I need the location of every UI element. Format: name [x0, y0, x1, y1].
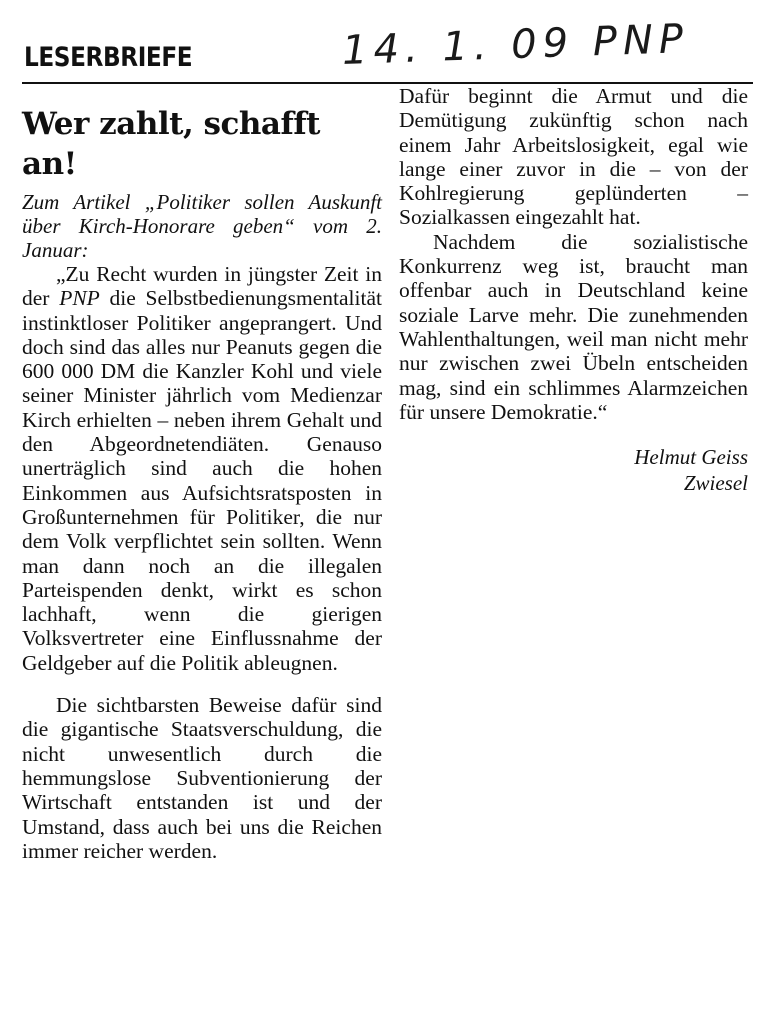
handwritten-date-note: 14. 1. 09 PNP [341, 15, 690, 75]
section-header [22, 15, 753, 84]
section-label: LESERBRIEFE [24, 42, 193, 73]
author-place: Zwiesel [683, 471, 748, 496]
article-headline: Wer zahlt, schafft an! [22, 106, 320, 182]
article-intro: Zum Artikel „Politiker sollen Auskunft über Kirch-Honorare geben“ vom 2. Januar: [22, 190, 382, 262]
letter-paragraph-4: Nachdem die sozialistische Konkurrenz weg ist, braucht man offenbar auch in Deutschland keine soziale Larve mehr. Die zunehmenden Wahlenthaltungen, weil man nicht mehr nur zwischen zwei Übeln entscheiden mag, sind ein schlimmes Alarmzeichen für unsere Demokratie.“ [399, 229, 748, 424]
letter-paragraph-3: Dafür beginnt die Armut und die Demütigung zukünftig schon nach einem Jahr Arbeitslosigkeit, egal wie lange einer zuvor in die – von der Kohlregierung geplünderten – Sozialkassen eingezahlt hat. [399, 84, 748, 230]
letter-signature [399, 444, 748, 496]
left-column [22, 104, 382, 863]
author-name: Helmut Geiss [634, 445, 748, 470]
paragraph-text: „Zu Recht wurden in jüngster Zeit in der [22, 262, 382, 311]
right-column [399, 84, 748, 496]
letter-paragraph-1 [22, 262, 382, 675]
newspaper-name: PNP [59, 286, 100, 311]
letter-paragraph-2: Die sichtbarsten Beweise dafür sind die gigantische Staatsverschuldung, die nicht unwesentlich durch die hemmungslose Subventionierung der Wirtschaft entstanden ist und der Umstand, dass auch bei uns die Reichen immer reicher werden. [22, 693, 382, 863]
paragraph-text: die Selbstbedienungsmentalität instinktloser Politiker angeprangert. Und doch sind das alles nur Peanuts gegen die 600 000 DM die Kanzler Kohl und viele seiner Minister jährlich vom Medienzar Kirch erhielten – neben ihrem Gehalt und den Abgeordnetendiäten. Genauso unerträglich sind auch die hohen Einkommen aus Aufsichtsratsposten in Großunternehmen für Politiker, die nur dem Volk verpflichtet sein sollten. Wenn man dann noch an die illegalen Parteispenden denkt, wirkt es schon lachhaft, wenn die gierigen Volksvertreter eine Einflussnahme der Geldgeber auf die Politik ableugnen. [22, 286, 382, 675]
